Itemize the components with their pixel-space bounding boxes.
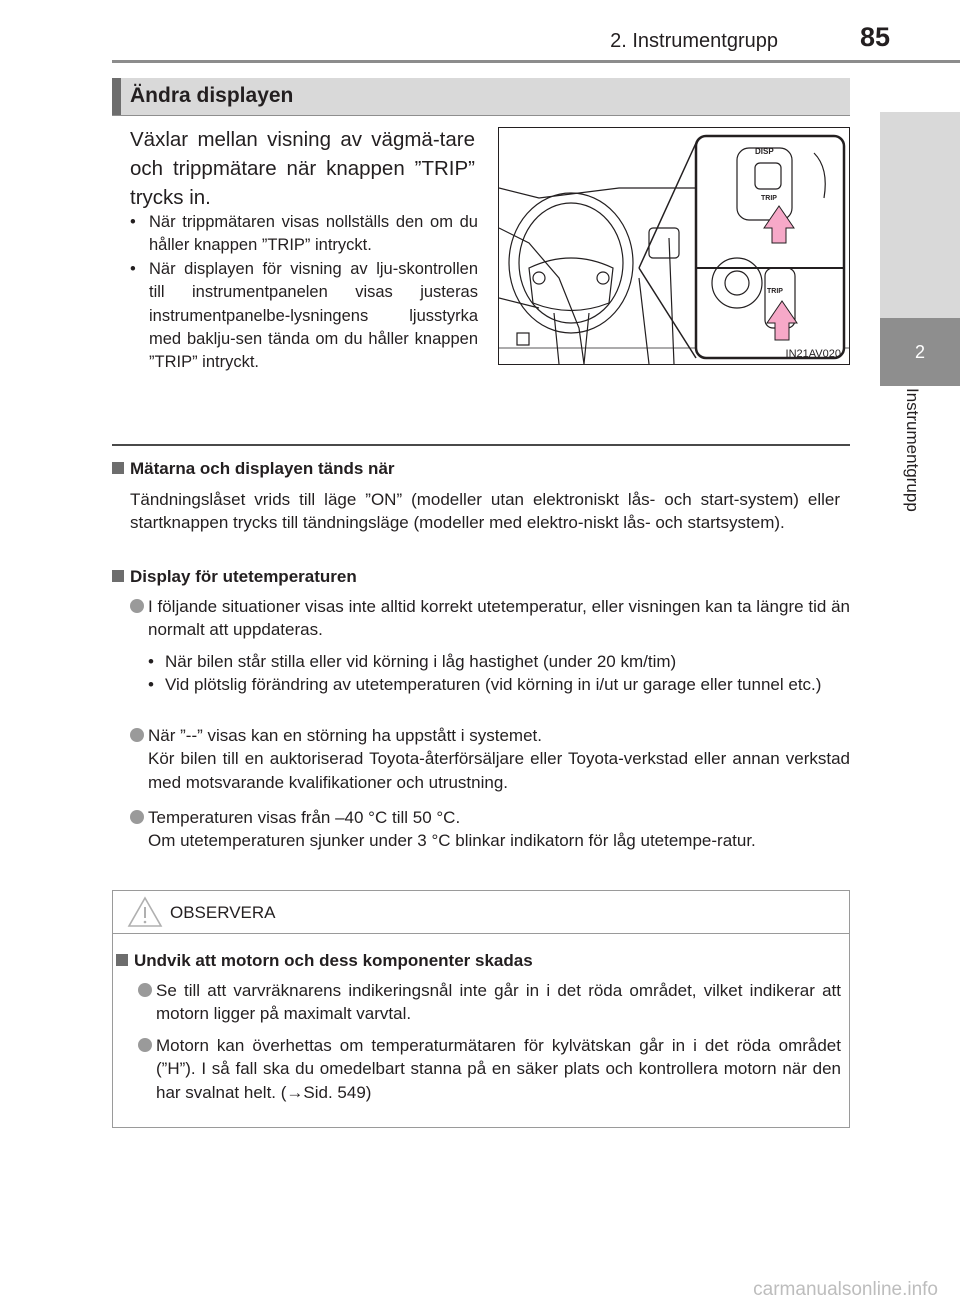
circle-bullet-icon bbox=[130, 810, 144, 824]
notice-item-1-text: Se till att varvräknarens indikeringsnål inte går in i det röda området, vilket indikerar att motorn ligger på maximalt varvtal. bbox=[156, 981, 841, 1024]
temp-item-2-text bbox=[148, 724, 850, 794]
circle-bullet-icon bbox=[130, 599, 144, 613]
block1-heading bbox=[112, 459, 850, 479]
trip-label-lower: TRIP bbox=[767, 288, 783, 295]
trip-label-upper: TRIP bbox=[761, 195, 777, 202]
circle-bullet-icon bbox=[138, 983, 152, 997]
section-marker bbox=[112, 78, 121, 115]
sub-bullet-item: • Vid plötslig förändring av utetemperaturen (vid körning in i/ut ur garage eller tunnel etc.) bbox=[148, 675, 822, 695]
page-number: 85 bbox=[859, 22, 890, 52]
temp-item-2-line2: Kör bilen till en auktoriserad Toyota-återförsäljare eller Toyota-verkstad eller annan verkstad med motsvarande kvalifikationer och utrustning. bbox=[148, 749, 850, 792]
notice-item-2-text: Motorn kan överhettas om temperaturmätaren för kylvätskan går in i det röda området (”H”). I så fall ska du omedelbart stanna på en säker plats och kontrollera motorn när den har svalnat helt. (→Sid. 549) bbox=[156, 1036, 841, 1102]
side-tab-number: 2 bbox=[880, 318, 960, 386]
block1-heading-text: Mätarna och displayen tänds när bbox=[130, 459, 395, 478]
circle-bullet-icon bbox=[130, 728, 144, 742]
header-rule bbox=[112, 60, 960, 63]
sub-bullet-text: Vid plötslig förändring av utetemperaturen (vid körning in i/ut ur garage eller tunnel etc.) bbox=[165, 675, 822, 695]
notice-box bbox=[112, 890, 850, 1128]
temp-sublist bbox=[148, 650, 840, 697]
block2-heading bbox=[112, 567, 850, 587]
notice-title: OBSERVERA bbox=[170, 903, 276, 922]
figure-code: IN21AV020 bbox=[785, 348, 841, 360]
steering-wheel-figure bbox=[499, 128, 849, 364]
block1-text: Tändningslåset vrids till läge ”ON” (modeller utan elektroniskt lås- och start-system) eller startknappen trycks till tändningsläge (modeller med elektro-niskt lås- och startsystem). bbox=[130, 490, 840, 533]
dashboard-illustration bbox=[498, 127, 850, 365]
square-bullet-icon bbox=[112, 570, 124, 582]
notice-heading-text: Undvik att motorn och dess komponenter skadas bbox=[134, 951, 533, 970]
bullet-item: • När trippmätaren visas nollställs den om du håller knappen ”TRIP” intryckt. bbox=[130, 213, 478, 255]
section-heading-bar bbox=[112, 78, 850, 116]
section-divider bbox=[112, 444, 850, 446]
block2-heading-text: Display för utetemperaturen bbox=[130, 567, 357, 586]
footer-watermark: carmanualsonline.info bbox=[753, 1279, 938, 1300]
disp-label: DISP bbox=[755, 147, 774, 156]
square-bullet-icon bbox=[112, 462, 124, 474]
section-title: Ändra displayen bbox=[130, 84, 294, 107]
notice-title-rule bbox=[113, 933, 849, 934]
temp-item-3-line2: Om utetemperaturen sjunker under 3 °C blinkar indikatorn för låg utetempe-ratur. bbox=[148, 831, 756, 851]
circle-bullet-icon bbox=[138, 1038, 152, 1052]
side-tab-text: Instrumentgrupp bbox=[903, 388, 922, 512]
temp-item-2-line1: När ”--” visas kan en störning ha uppstått i systemet. bbox=[148, 726, 542, 745]
bullet-item: • När displayen för visning av lju-skontrollen till instrumentpanelen visas justeras instrumentpanelbe-lysningens ljusstyrka med baklju-sen tända om du håller knappen ”TRIP” intryckt. bbox=[130, 259, 478, 372]
section-intro: Växlar mellan visning av vägmä-tare och trippmätare när knappen ”TRIP” trycks in. bbox=[130, 128, 475, 209]
square-bullet-icon bbox=[116, 954, 128, 966]
temp-item-3-text bbox=[148, 806, 850, 853]
bullet-text: När trippmätaren visas nollställs den om du håller knappen ”TRIP” intryckt. bbox=[149, 213, 478, 255]
sub-bullet-item: • När bilen står stilla eller vid körning i låg hastighet (under 20 km/tim) bbox=[148, 652, 677, 671]
warning-icon bbox=[127, 896, 163, 928]
section-bullets bbox=[130, 211, 478, 375]
temp-item-1-text: I följande situationer visas inte alltid korrekt utetemperatur, eller visningen kan ta längre tid än normalt att uppdateras. bbox=[148, 597, 850, 640]
chapter-title: 2. Instrumentgrupp bbox=[610, 30, 778, 52]
side-tab-light bbox=[880, 112, 960, 318]
temp-item-3-line1: Temperaturen visas från –40 °C till 50 °C. bbox=[148, 808, 461, 827]
bullet-text: När displayen för visning av lju-skontrollen till instrumentpanelen visas justeras instrumentpanelbe-lysningens ljusstyrka med baklju-sen tända om du håller knappen ”TRIP” intryckt. bbox=[149, 259, 478, 372]
sub-bullet-text: När bilen står stilla eller vid körning i låg hastighet (under 20 km/tim) bbox=[165, 652, 677, 671]
notice-heading bbox=[116, 951, 836, 971]
side-tab-label bbox=[882, 388, 960, 588]
